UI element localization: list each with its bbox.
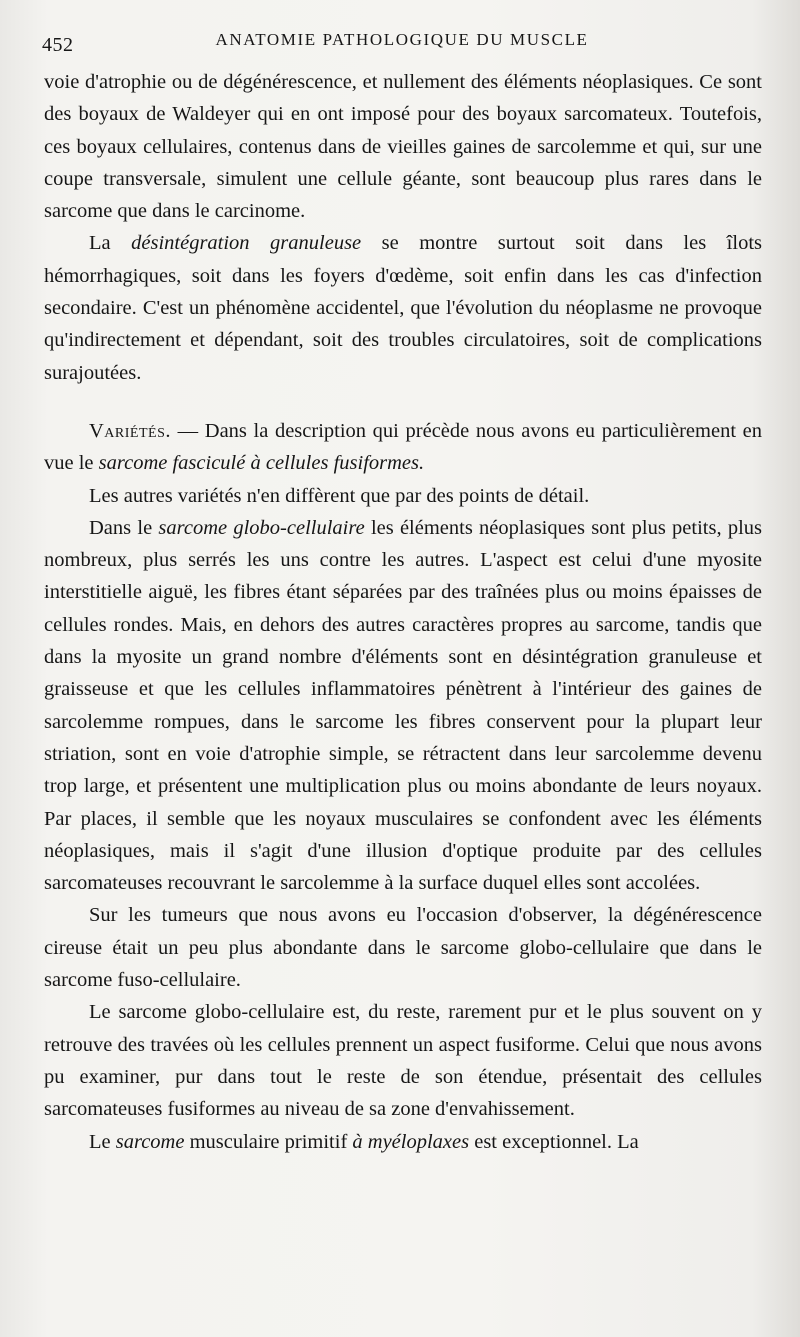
paragraph-text: se montre surtout soit dans les îlots hémorrhagiques, soit dans les foyers d'œdème, soit enfin dans les cas d'infection secondaire. C'est un phénomène accidentel, que l'évolution du néoplasme ne provoque qu'indirectement et dépendant, soit des troubles circulatoires, soit de complications surajoutées. <box>44 232 762 384</box>
italic-term: sarcome globo-cellulaire <box>158 516 365 539</box>
paragraph-lead: Dans le <box>89 516 153 539</box>
page-number: 452 <box>42 34 74 56</box>
paragraph-tumeurs <box>44 899 762 996</box>
paragraph-autres-varietes <box>44 480 762 512</box>
paragraph-varietes <box>44 415 762 480</box>
paragraph-desintegration <box>44 227 762 388</box>
paragraph-globo-cellulaire <box>44 512 762 900</box>
body-text <box>44 66 762 1158</box>
paragraph-myeloplaxes <box>44 1126 762 1158</box>
page-header <box>42 26 762 62</box>
paragraph-continuation <box>44 66 762 227</box>
paragraph-lead: La <box>89 232 111 255</box>
italic-term: sarcome <box>115 1130 185 1153</box>
paragraph-text: les éléments néoplasiques sont plus petits, plus nombreux, plus serrés les uns contre les autres. L'aspect est celui d'une myosite interstitielle aiguë, les fibres étant séparées par des traînées plus ou moins épaisses de cellules rondes. Mais, en dehors des autres caractères propres au sarcome, tandis que dans la myosite un grand nombre d'éléments sont en désintégration granuleuse et graisseuse et que les cellules inflammatoires pénètrent à l'intérieur des gaines de sarcolemme rompues, dans le sarcome les fibres conservent pour la plupart leur striation, sont en voie d'atrophie simple, se rétractent dans leur sarcolemme devenu trop large, et présentent une multiplication plus ou moins abondante de leurs noyaux. Par places, il semble que les noyaux musculaires se confondent avec les éléments néoplasiques, mais il s'agit d'une illusion d'optique produite par des cellules sarcomateuses recouvrant le sarcolemme à la surface duquel elles sont accolées. <box>44 516 762 895</box>
running-title: ANATOMIE PATHOLOGIQUE DU MUSCLE <box>215 30 589 49</box>
paragraph-text: — Dans la description qui précède nous avons eu particulièrement en vue le <box>44 419 762 475</box>
paragraph-text: Les autres variétés n'en diffèrent que par des points de détail. <box>89 484 590 507</box>
paragraph-text: Sur les tumeurs que nous avons eu l'occasion d'observer, la dégénérescence cireuse était un peu plus abondante dans le sarcome globo-cellulaire que dans le sarcome fuso-cellulaire. <box>44 904 762 992</box>
italic-term: sarcome fasciculé à cellules fusiformes. <box>98 452 425 475</box>
italic-term: désintégration granuleuse <box>131 232 362 255</box>
paragraph-text: musculaire primitif <box>189 1130 348 1153</box>
paragraph-lead: Le <box>89 1130 111 1153</box>
paragraph-text: Le sarcome globo-cellulaire est, du reste, rarement pur et le plus souvent on y retrouve des travées où les cellules prennent un aspect fusiforme. Celui que nous avons pu examiner, pur dans tout le reste de son étendue, présentait des cellules sarcomateuses fusiformes au niveau de sa zone d'envahissement. <box>44 1001 762 1121</box>
section-heading: Variétés. <box>89 419 171 442</box>
paragraph-sarcome-pur <box>44 996 762 1125</box>
italic-term: à myéloplaxes <box>352 1130 470 1153</box>
paragraph-text: est exceptionnel. La <box>474 1130 639 1153</box>
paragraph-text: voie d'atrophie ou de dégénérescence, et nullement des éléments néoplasiques. Ce sont des boyaux de Waldeyer qui en ont imposé pour des boyaux sarcomateux. Toutefois, ces boyaux cellulaires, contenus dans de vieilles gaines de sarcolemme et qui, sur une coupe transversale, simulent une cellule géante, sont beaucoup plus rares dans le sarcome que dans le carcinome. <box>44 71 762 223</box>
